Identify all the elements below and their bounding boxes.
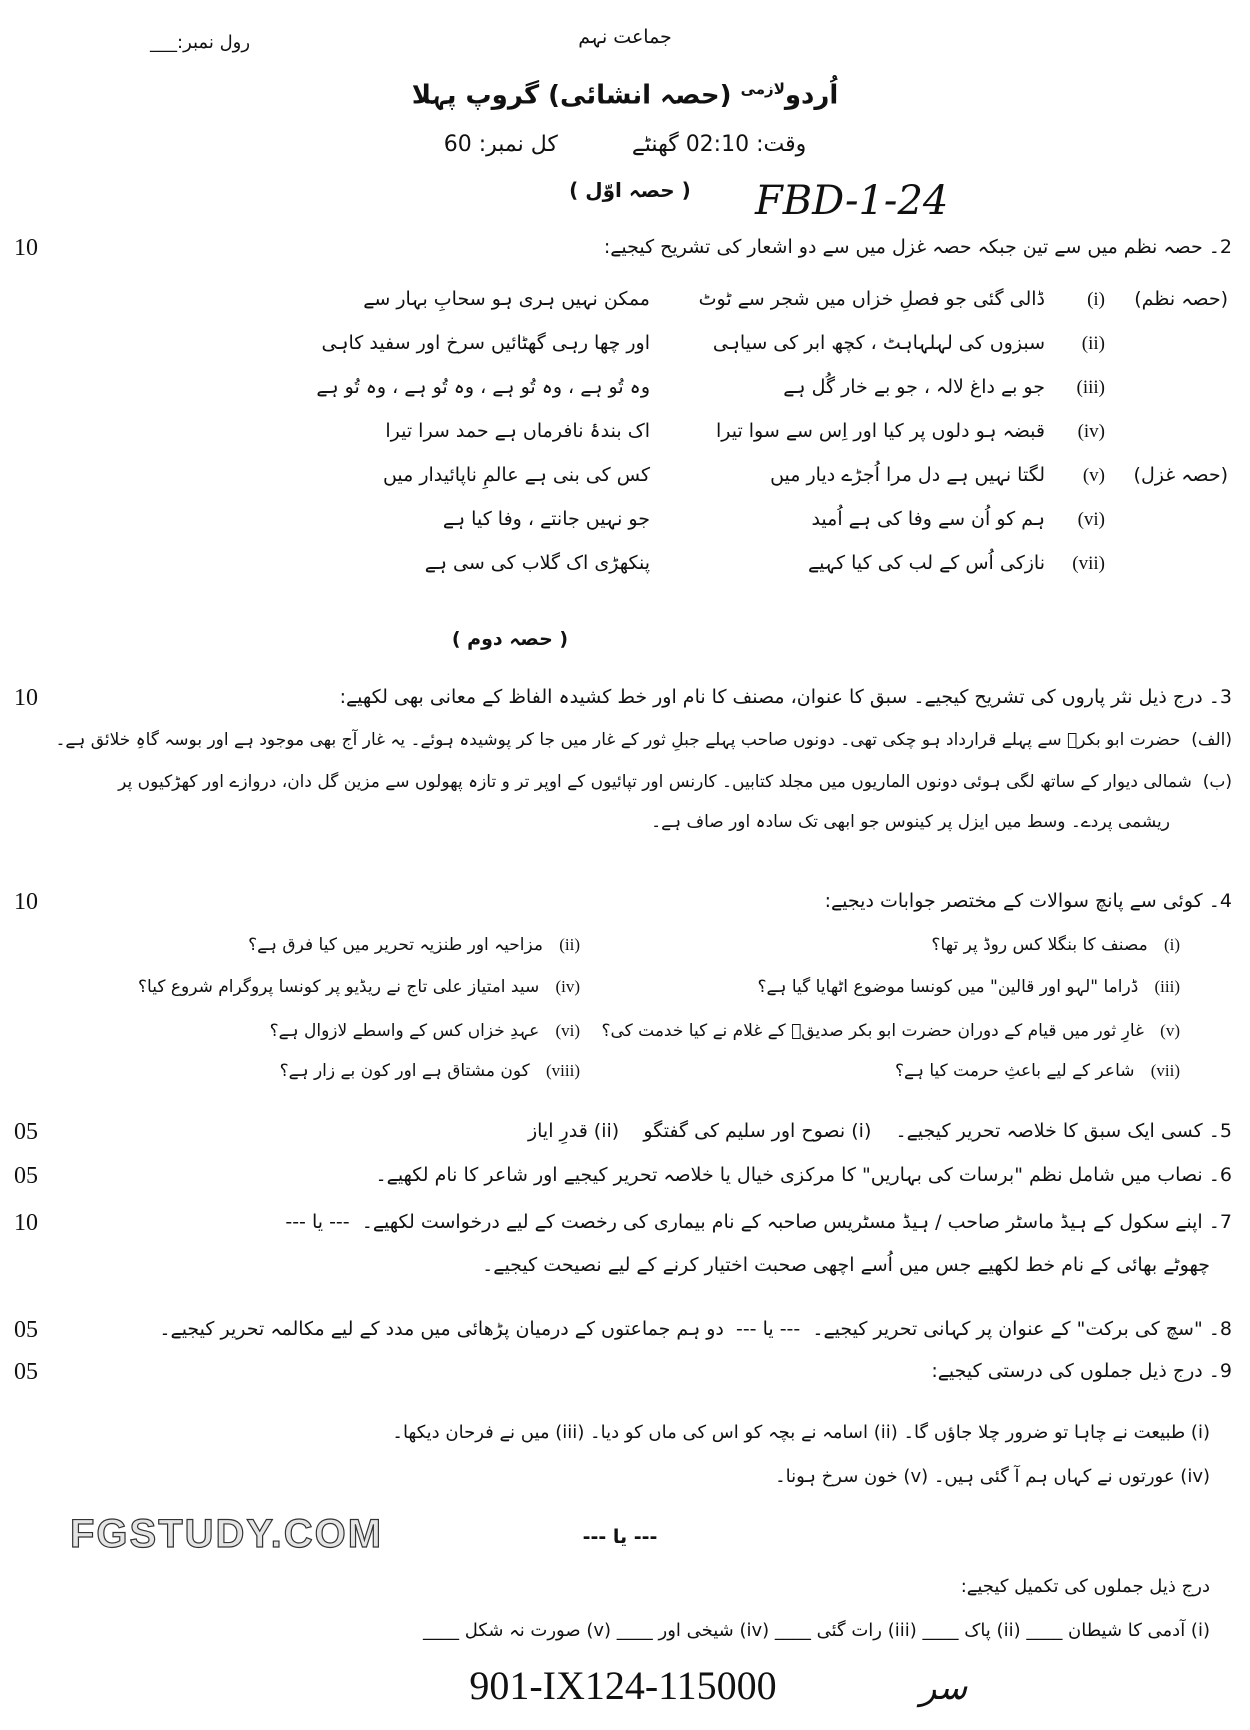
couplet-number: (ii) [1081,333,1105,354]
q7-marks: 10 [14,1210,38,1236]
q9-completion-instruction: درج ذیل جملوں کی تکمیل کیجیے: [960,1576,1210,1597]
passage-label: (ب) [1202,772,1232,792]
q5-number: 5۔ [1208,1120,1232,1142]
question-text: شاعر کے لیے باعثِ حرمت کیا ہے؟ [895,1061,1135,1081]
class-title: جماعت نہم [578,26,672,48]
q9-instruction: درج ذیل جملوں کی درستی کیجیے: [931,1360,1203,1382]
part-one-heading: ( حصہ اوّل ) [569,178,691,202]
time-marks-line [0,134,1250,156]
q3-marks: 10 [14,685,38,711]
q9-sentences-1: (i) طبیعت نے چاہا تو ضرور چلا جاؤں گا۔ (ii) اسامہ نے بچہ کو اس کی ماں کو دیا۔ (iii) میں نے فرحان دیکھا۔ [392,1422,1210,1443]
or-separator: --- یا --- [582,1526,658,1548]
subject-title [0,82,1250,109]
couplet-first-line: نازکی اُس کے لب کی کیا کہیے [808,552,1045,574]
q5-option-2: (ii) قدرِ ایاز [527,1120,620,1142]
roll-number-field: رول نمبر:___ [150,32,251,53]
question-text: مزاحیہ اور طنزیہ تحریر میں کیا فرق ہے؟ [248,935,543,955]
q9-number: 9۔ [1208,1360,1232,1382]
short-question [601,1022,1180,1040]
question-number: (iv) [555,977,580,996]
question-number: (ii) [559,935,580,954]
q8-text [159,1320,1232,1339]
question-text: عہدِ خزاں کس کے واسطے لازوال ہے؟ [269,1021,540,1041]
q4-number: 4۔ [1208,890,1232,912]
handwritten-initials: سر [920,1668,968,1708]
couplet-first-line: سبزوں کی لہلہاہٹ ، کچھ ابر کی سیاہی [712,332,1045,354]
couplet-second-line: وہ تُو ہے ، وہ تُو ہے ، وہ تُو ہے ، وہ تُو ہے [316,376,650,398]
q3-number: 3۔ [1208,686,1232,708]
question-number: (viii) [546,1061,580,1080]
short-question [248,936,580,954]
q2-instruction: حصہ نظم میں سے تین جبکہ حصہ غزل میں سے دو اشعار کی تشریح کیجیے: [603,236,1203,258]
q5-instruction: کسی ایک سبق کا خلاصہ تحریر کیجیے۔ [895,1120,1203,1142]
q7-instruction: اپنے سکول کے ہیڈ ماسٹر صاحب / ہیڈ مسٹریس صاحبہ کے نام بیماری کی رخصت کے لیے درخواست لکھیے۔ [361,1211,1203,1233]
couplet-number: (v) [1082,465,1105,486]
handwritten-code: FBD-1-24 [755,178,949,224]
q7-text [285,1213,1232,1232]
ghazal-section-label: (حصہ غزل) [1133,464,1228,486]
couplet-second-line: جو نہیں جانتے ، وفا کیا ہے [442,508,650,530]
q6-instruction: نصاب میں شامل نظم "برسات کی بہاریں" کا مرکزی خیال یا خلاصہ تحریر کیجیے اور شاعر کا نام لکھیے۔ [375,1164,1203,1186]
couplet-number: (vi) [1077,509,1105,530]
couplet-first-line: قبضہ ہو دلوں پر کیا اور اِس سے سوا تیرا [715,420,1045,442]
couplet-number: (iv) [1077,421,1105,442]
total-marks: کل نمبر: 60 [443,132,558,157]
q3-instruction: درج ذیل نثر پاروں کی تشریح کیجیے۔ سبق کا عنوان، مصنف کا نام اور خط کشیدہ الفاظ کے معانی بھی لکھیے: [339,686,1203,708]
couplet-second-line: ممکن نہیں ہری ہو سحابِ بہار سے [363,288,650,310]
q3-passage-a [55,732,1232,749]
q2-number: 2۔ [1208,236,1232,258]
short-question [895,1062,1180,1080]
nazm-section-label: (حصہ نظم) [1134,288,1228,310]
part-two-heading: ( حصہ دوم ) [451,628,569,650]
question-text: کون مشتاق ہے اور کون بے زار ہے؟ [279,1061,530,1081]
q7-alternative: چھوٹے بھائی کے نام خط لکھیے جس میں اُسے اچھی صحبت اختیار کرنے کے لیے نصیحت کیجیے۔ [482,1254,1210,1276]
or-separator: --- یا --- [735,1318,801,1340]
q9-sentences-2: (iv) عورتوں نے کہاں ہم آ گئی ہیں۔ (v) خون سرخ ہونا۔ [775,1466,1210,1487]
q5-marks: 05 [14,1119,38,1145]
short-question [757,978,1180,996]
q2-marks: 10 [14,235,38,261]
couplet-number: (vii) [1072,553,1105,574]
couplet-first-line: لگتا نہیں ہے دل مرا اُجڑے دیار میں [770,464,1045,486]
passage-label: (الف) [1191,730,1232,750]
q4-marks: 10 [14,889,38,915]
couplet-first-line: ہم کو اُن سے وفا کی ہے اُمید [811,508,1045,530]
q9-marks: 05 [14,1359,38,1385]
couplet-second-line: پنکھڑی اک گلاب کی سی ہے [424,552,650,574]
paper-code: 901-IX124-115000 [469,1663,777,1708]
question-number: (iii) [1154,977,1180,996]
question-text: سید امتیاز علی تاج نے ریڈیو پر کونسا پروگرام شروع کیا؟ [138,977,540,997]
couplet-second-line: اک بندۂ نافرماں ہے حمد سرا تیرا [385,420,650,442]
q4-instruction: کوئی سے پانچ سوالات کے مختصر جوابات دیجیے: [824,890,1203,912]
q3-passage-b-cont: ریشمی پردے۔ وسط میں ایزل پر کینوس جو ابھی تک سادہ اور صاف ہے۔ [651,812,1170,832]
q4-text [825,892,1232,911]
short-question [138,978,580,996]
q9-fill-blanks: (i) آدمی کا شیطان ____ (ii) پاک ____ (iii) رات گئی ____ (iv) شیخی اور ____ (v) صورت نہ شکل ____ [423,1620,1210,1641]
q8-marks: 05 [14,1317,38,1343]
couplet-second-line: اور چھا رہی گھٹائیں سرخ اور سفید کاہی [321,332,650,354]
passage-text: حضرت ابو بکرؓ سے پہلے قرارداد ہو چکی تھی۔ دونوں صاحب پہلے جبلِ ثور کے غار میں جا کر پوشیدہ ہوئے۔ یہ غار آج بھی موجود ہے اور بوسہ گاہِ خلائق ہے۔ [55,730,1181,750]
q3-passage-b [118,774,1232,791]
q5-option-1: (i) نصوح اور سلیم کی گفتگو [643,1120,872,1142]
q2-text [604,238,1232,257]
short-question [270,1022,580,1040]
question-number: (vii) [1150,1061,1180,1080]
couplet-second-line: کس کی بنی ہے عالمِ ناپائیدار میں [382,464,650,486]
passage-text: شمالی دیوار کے ساتھ لگی ہوئی دونوں الماریوں میں مجلد کتابیں۔ کارنس اور تپائیوں کے اوپر تر و تازہ پھولوں سے مزین گل دان، دروازے اور کھڑکیوں پر [118,772,1192,792]
subject-compulsory: لازمی [740,80,785,98]
question-number: (vi) [555,1021,580,1040]
question-text: مصنف کا بنگلا کس روڈ پر تھا؟ [931,935,1148,955]
subject-name: اُردو [784,80,839,111]
q8-instruction: "سچ کی برکت" کے عنوان پر کہانی تحریر کیجیے۔ [812,1318,1203,1340]
q9-text [931,1362,1232,1381]
couplet-first-line: ڈالی گئی جو فصلِ خزاں میں شجر سے ٹوٹ [698,288,1045,310]
q6-marks: 05 [14,1163,38,1189]
q3-text [340,688,1232,707]
question-text: غارِ ثور میں قیام کے دوران حضرت ابو بکر صدیقؓ کے غلام نے کیا خدمت کی؟ [601,1021,1144,1041]
or-separator: --- یا --- [285,1211,350,1233]
q6-text [376,1166,1232,1185]
q5-text [528,1122,1232,1141]
q8-alternative: دو ہم جماعتوں کے درمیان پڑھائی میں مدد کے لیے مکالمہ تحریر کیجیے۔ [159,1318,724,1340]
couplet-number: (iii) [1076,377,1105,398]
couplet-number: (i) [1087,289,1105,310]
q8-number: 8۔ [1208,1318,1232,1340]
question-number: (i) [1163,935,1180,954]
watermark: FGSTUDY.COM [70,1512,384,1556]
short-question [931,936,1180,954]
question-number: (v) [1160,1021,1180,1040]
time-allowed: وقت: 02:10 گھنٹے [631,132,807,157]
q7-number: 7۔ [1208,1211,1232,1233]
question-text: ڈراما "لہو اور قالین" میں کونسا موضوع اٹھایا گیا ہے؟ [757,977,1139,997]
subject-section: (حصہ انشائی) گروپ پہلا [411,80,732,111]
q6-number: 6۔ [1208,1164,1232,1186]
short-question [280,1062,580,1080]
couplet-first-line: جو بے داغ لالہ ، جو بے خار گُل ہے [783,376,1045,398]
